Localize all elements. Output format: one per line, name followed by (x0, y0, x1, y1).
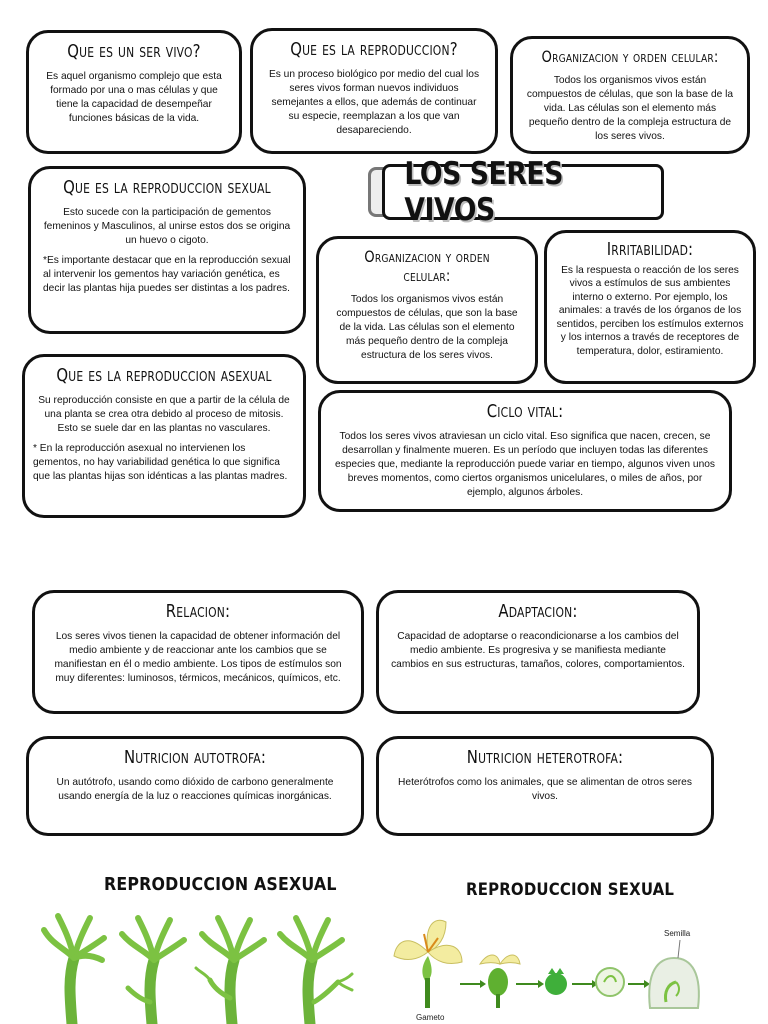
card-ciclo-vital (318, 390, 732, 512)
page-title-banner (368, 156, 664, 228)
page-title: LOS SERES VIVOS (404, 156, 563, 228)
section-title-sexual: REPRODUCCION SEXUAL (466, 880, 675, 900)
card-text: Su reproducción consiste en que a partir de la célula de una planta se crea otra debido al proceso de mitosis. Esto se suele dar en las plantas no vasculares. (38, 395, 290, 435)
card-reproduccion-asexual (22, 354, 306, 518)
card-heading: Que es un ser vivo? (67, 41, 201, 62)
label-gameto: Gameto (416, 1013, 445, 1022)
card-text: Es aquel organismo complejo que esta formado por una o mas células y que tiene la capacidad de desempeñar funciones básicas de la vida. (46, 71, 222, 125)
card-note: * En la reproducción asexual no intervienen los gementos, no hay variabilidad genética lo que significa que las plantas hijas son idénticas a las plantas madres. (33, 443, 288, 483)
card-que-es-un-ser-vivo (26, 30, 242, 154)
card-heading: Relacion: (165, 601, 231, 622)
hydra-3 (196, 918, 264, 1024)
card-adaptacion (376, 590, 700, 714)
card-organizacion-celular-top (510, 36, 750, 154)
card-text: Todos los seres vivos atraviesan un ciclo vital. Eso significa que nacen, crecen, se desarrollan y finalmente mueren. Es un período que incluyen todas las diferentes especies que, mediante la reproducción puede variar en tiempo, algunos viven unos breves momentos, como ciertos organismos unicelulares, o miles de años, por ejemplo, algunos árboles. (334, 431, 715, 499)
card-heading: Que es la reproduccion asexual (56, 365, 272, 386)
card-text: Un autótrofo, usando como dióxido de carbono generalmente usando energía de la luz o reacciones químicas inorgánicas. (56, 777, 334, 803)
card-irritabilidad (544, 230, 756, 384)
card-heading: Que es la reproduccion? (290, 39, 458, 60)
sexual-reproduction-illustration (388, 912, 708, 1024)
card-note: *Es importante destacar que en la reproducción sexual al intervenir los gementos hay variación genética, es decir las plantas hija puedes ser distintas a los padres. (43, 255, 291, 295)
card-text: Es un proceso biológico por medio del cual los seres vivos forman nuevos individuos semejantes a ellos, que además de continuar su especie, reemplazan a los que van desapareciendo. (268, 69, 480, 137)
card-heading: Irritabilidad: (606, 239, 694, 260)
card-text: Todos los organismos vivos están compuestos de células, que son la base de la vida. Las células son el elemento más pequeño dentro de la compleja estructura de los seres vivos. (526, 75, 734, 143)
card-text: Es la respuesta o reacción de los seres vivos a estímulos de sus ambientes interno o externo. Por ejemplo, los animales: a través de los órganos de los sentidos, perciben los estímulos externos y los internos a través de receptores de temperatura, dolor, estiramiento. (556, 265, 744, 357)
card-nutricion-autotrofa (26, 736, 364, 836)
seed-icon (649, 958, 699, 1008)
young-fruit-icon (480, 955, 520, 1008)
card-heading: Nutricion autotrofa: (123, 747, 267, 768)
card-reproduccion-sexual (28, 166, 306, 334)
card-text: Heterótrofos como los animales, que se alimentan de otros seres vivos. (398, 777, 692, 803)
card-heading: Organizacion y orden celular: (541, 47, 719, 66)
card-text: Todos los organismos vivos están compuestos de células, que son la base de la vida. Las células son el elemento más pequeño dentro de la compleja estructura de los seres vivos. (336, 294, 518, 362)
flower-icon (394, 920, 462, 1008)
card-heading: Nutricion heterotrofa: (466, 747, 624, 768)
card-organizacion-celular-mid (316, 236, 538, 384)
arrow-head-icon (538, 980, 544, 988)
hydra-1 (44, 916, 104, 1024)
hydra-4 (280, 918, 352, 1024)
card-heading: Que es la reproduccion sexual (63, 177, 271, 198)
label-semilla: Semilla (664, 929, 691, 938)
hydra-2 (122, 918, 184, 1024)
card-heading: Adaptacion: (498, 601, 578, 622)
leader-line (678, 940, 680, 958)
card-heading: Ciclo vital: (486, 401, 564, 422)
card-text: Esto sucede con la participación de gementos femeninos y Masculinos, al unirse estos dos se origina un huevo o cigoto. (43, 207, 291, 247)
asexual-reproduction-illustration (34, 908, 364, 1024)
card-nutricion-heterotrofa (376, 736, 714, 836)
seed-section-icon (596, 968, 624, 996)
fruit-icon (545, 968, 567, 995)
card-heading: Organizacion y orden celular: (364, 247, 490, 285)
section-title-asexual: REPRODUCCION ASEXUAL (104, 874, 337, 895)
card-que-es-la-reproduccion (250, 28, 498, 154)
card-relacion (32, 590, 364, 714)
banner-front (382, 156, 664, 228)
card-text: Capacidad de adoptarse o reacondicionarse a los cambios del medio ambiente. Es progresiva y se manifiesta mediante cambios en sus estructuras, tamaños, colores, comportamientos. (391, 631, 685, 671)
card-text: Los seres vivos tienen la capacidad de obtener información del medio ambiente y de reaccionar ante los cambios que se manifiestan en él o medio ambiente. Los tipos de estímulos son muy diferentes: luminosos, térmicos, mecánicos, químicos, etc. (54, 631, 342, 685)
arrow-head-icon (480, 980, 486, 988)
